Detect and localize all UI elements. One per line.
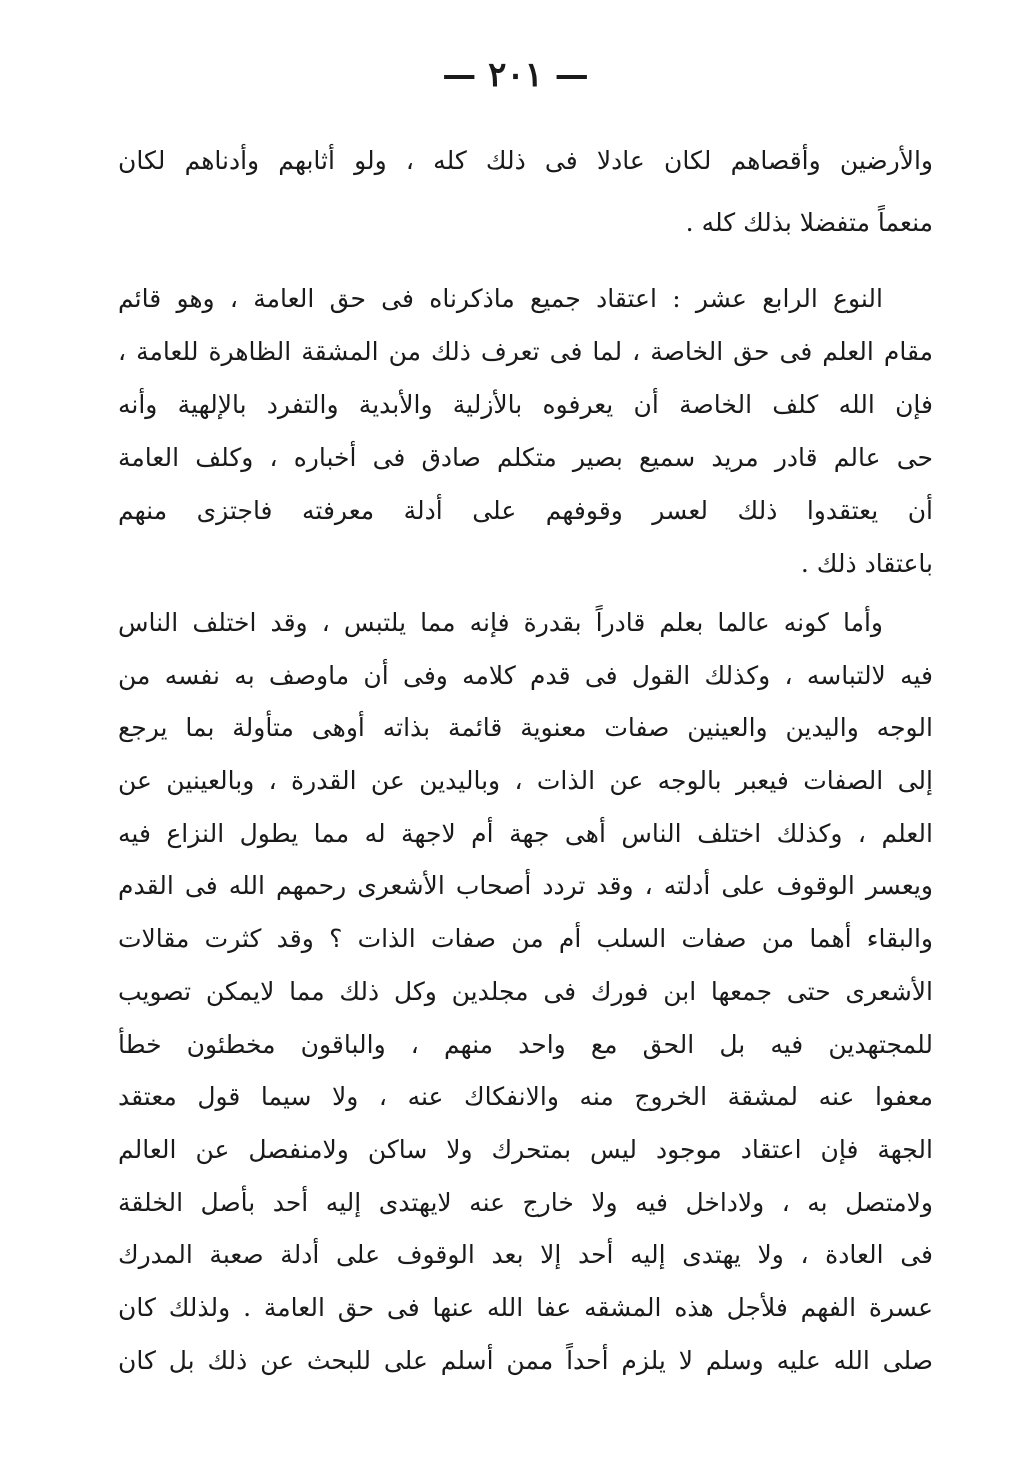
text-line: إلى الصفات فيعبر بالوجه عن الذات ، وباليدين عن القدرة ، وبالعينين عن <box>118 766 933 796</box>
text-line: للمجتهدين فيه بل الحق مع واحد منهم ، والباقون مخطئون خطأ <box>118 1029 933 1059</box>
text-line: فيه لالتباسه ، وكذلك القول فى قدم كلامه وفى أن ماوصف به نفسه من <box>118 660 933 690</box>
text-line: معفوا عنه لمشقة الخروج منه والانفكاك عنه ، ولا سيما قول معتقد <box>118 1082 933 1112</box>
text-line: باعتقاد ذلك . <box>800 549 933 578</box>
text-line: فإن الله كلف الخاصة أن يعرفوه بالأزلية والأبدية والتفرد بالإلهية وأنه <box>118 390 933 419</box>
text-line: الوجه واليدين والعينين صفات معنوية قائمة بذاته أوهى متأولة بما يرجع <box>118 713 933 743</box>
text-line: والأرضين وأقصاهم لكان عادلا فى ذلك كله ، ولو أثابهم وأدناهم لكان <box>118 146 933 175</box>
text-line: مقام العلم فى حق الخاصة ، لما فى تعرف ذلك من المشقة الظاهرة للعامة ، <box>118 337 933 366</box>
text-line: أن يعتقدوا ذلك لعسر وقوفهم على أدلة معرفته فاجتزى منهم <box>118 496 933 525</box>
text-line: ويعسر الوقوف على أدلته ، وقد تردد أصحاب الأشعرى رحمهم الله فى القدم <box>118 871 933 901</box>
paragraph-3 <box>118 597 933 1387</box>
text-line: والبقاء أهما من صفات السلب أم من صفات الذات ؟ وقد كثرت مقالات <box>118 924 933 954</box>
page-number: — ٢٠١ — <box>442 55 589 95</box>
text-line: الأشعرى حتى جمعها ابن فورك فى مجلدين وكل ذلك مما لايمكن تصويب <box>118 976 933 1006</box>
text-line: عسرة الفهم فلأجل هذه المشقه عفا الله عنها فى حق العامة . ولذلك كان <box>118 1292 933 1322</box>
paragraph-1 <box>118 130 933 254</box>
paragraph-2 <box>118 272 933 590</box>
text-line: حى عالم قادر مريد سميع بصير متكلم صادق فى أخباره ، وكلف العامة <box>118 443 933 472</box>
text-line: صلى الله عليه وسلم لا يلزم أحداً ممن أسلم على للبحث عن ذلك بل كان <box>118 1345 933 1375</box>
text-line: فى العادة ، ولا يهتدى إليه أحد إلا بعد الوقوف على أدلة صعبة المدرك <box>118 1240 933 1270</box>
text-line: منعماً متفضلا بذلك كله . <box>685 208 933 237</box>
text-line: ولامتصل به ، ولاداخل فيه ولا خارج عنه لايهتدى إليه أحد بأصل الخلقة <box>118 1187 933 1217</box>
text-line: وأما كونه عالما بعلم قادراً بقدرة فإنه مما يلتبس ، وقد اختلف الناس <box>118 608 883 637</box>
text-line: العلم ، وكذلك اختلف الناس أهى جهة أم لاجهة له مما يطول النزاع فيه <box>118 818 933 848</box>
text-line: النوع الرابع عشر : اعتقاد جميع ماذكرناه فى حق العامة ، وهو قائم <box>118 284 883 313</box>
text-line: الجهة فإن اعتقاد موجود ليس بمتحرك ولا ساكن ولامنفصل عن العالم <box>118 1134 933 1164</box>
